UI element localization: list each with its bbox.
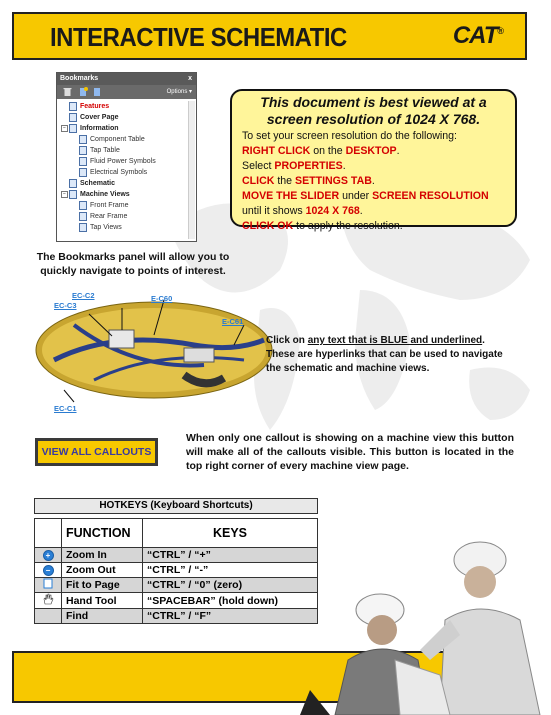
table-row: Fit to Page “CTRL” / “0” (zero) [35,578,318,593]
page-icon [69,179,77,188]
page-icon [69,124,77,133]
info-step: MOVE THE SLIDER under SCREEN RESOLUTION [242,190,489,202]
table-row: − Zoom Out “CTRL” / “-” [35,563,318,578]
bookmarks-caption: The Bookmarks panel will allow you to quickly navigate to points of interest. [36,251,230,277]
bookmark-item[interactable]: Front Frame [59,200,196,211]
info-step: until it shows 1024 X 768. [242,205,363,217]
info-step: RIGHT CLICK on the DESKTOP. [242,145,400,157]
bookmarks-titlebar: Bookmarks x [57,73,196,85]
info-step: CLICK OK to apply the resolution. [242,220,403,232]
scrollbar[interactable] [188,101,195,239]
callout-link[interactable]: EC-C1 [54,404,77,413]
header-banner [12,12,527,60]
fit-page-icon [43,578,53,589]
bookmarks-toolbar [57,85,196,99]
column-header-keys: KEYS [143,519,318,548]
table-header-row [35,519,318,548]
page-icon [79,135,87,144]
bookmark-item[interactable]: Tap Table [59,145,196,156]
bookmark-item[interactable]: Schematic [59,178,196,189]
options-menu[interactable]: Options ▾ [166,89,192,95]
hotkeys-title: HOTKEYS (Keyboard Shortcuts) [34,498,318,514]
page-icon [79,201,87,210]
table-row: Hand Tool “SPACEBAR” (hold down) [35,593,318,609]
info-step: CLICK the SETTINGS TAB. [242,175,375,187]
info-step: Select PROPERTIES. [242,160,346,172]
trash-icon[interactable] [63,87,72,96]
bookmark-item[interactable]: Tap Views [59,222,196,233]
collapse-icon[interactable]: − [61,125,68,132]
page-icon [79,146,87,155]
collapse-icon[interactable]: − [61,191,68,198]
callout-link[interactable]: E-C60 [151,294,173,303]
page-icon [79,223,87,232]
view-all-description: When only one callout is showing on a machine view this button will make all of the callouts visible. This button is located in the top right corner of every machine view page. [186,432,514,472]
zoom-in-icon: + [43,550,54,561]
page-icon [79,212,87,221]
hyperlink-explanation: Click on any text that is BLUE and underlined. These are hyperlinks that can be used to navigate the schematic and machine views. [266,335,503,374]
zoom-out-icon: − [43,565,54,576]
new-bookmark-icon[interactable] [79,87,88,96]
bookmark-item[interactable]: Rear Frame [59,211,196,222]
bookmark-item[interactable]: Features [59,101,196,112]
callout-link[interactable]: EC-C3 [54,301,77,310]
resolution-info-box [230,89,517,232]
cat-logo: CAT® [452,22,503,49]
workers-photo [300,510,551,715]
table-row: Find “CTRL” / “F” [35,609,318,624]
page-icon [79,168,87,177]
table-row: + Zoom In “CTRL” / “+” [35,548,318,563]
bookmark-item[interactable]: − Information [59,123,196,134]
bookmark-item[interactable]: Fluid Power Symbols [59,156,196,167]
hotkeys-table [34,518,318,624]
bookmark-item[interactable]: − Machine Views [59,189,196,200]
bookmark-item[interactable]: Electrical Symbols [59,167,196,178]
bookmark-item[interactable]: Component Table [59,134,196,145]
view-all-callouts-button[interactable]: VIEW ALL CALLOUTS [35,438,158,466]
column-header-function: FUNCTION [62,519,143,548]
callout-link[interactable]: E-C61 [222,317,244,326]
bookmark-item[interactable]: Cover Page [59,112,196,123]
page-icon [69,102,77,111]
page-icon [69,113,77,122]
page-title: INTERACTIVE SCHEMATIC [50,22,347,52]
expand-bookmark-icon[interactable] [93,87,102,96]
close-icon[interactable]: x [188,75,192,82]
page-icon [79,157,87,166]
hand-tool-icon [42,593,54,605]
bookmarks-tree [57,99,196,233]
info-heading: This document is best viewed at a screen resolution of 1024 X 768. [260,94,487,127]
callout-link[interactable]: EC-C2 [72,291,95,300]
info-intro: To set your screen resolution do the following: [242,130,457,142]
page-icon [69,190,77,199]
bookmarks-panel [56,72,197,242]
